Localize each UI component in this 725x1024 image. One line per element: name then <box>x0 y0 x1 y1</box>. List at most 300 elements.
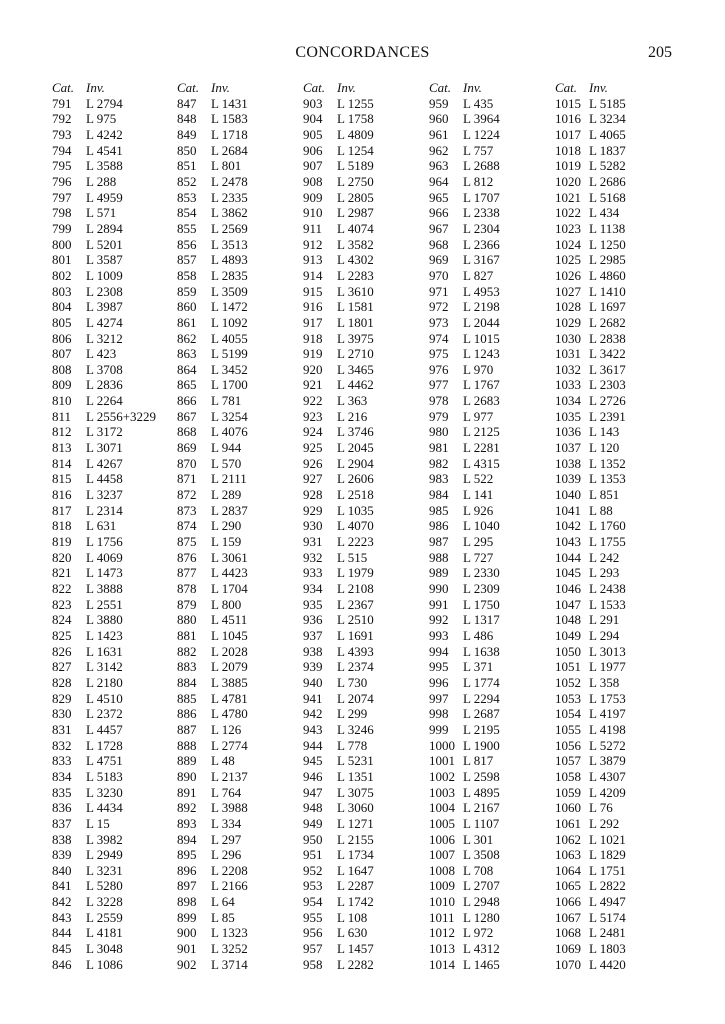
inv-number: L 1271 <box>337 815 374 831</box>
inv-number: L 289 <box>211 487 242 503</box>
cat-number: 846 <box>52 956 72 972</box>
cat-number: 837 <box>52 815 72 831</box>
table-row <box>555 158 680 174</box>
cat-number: 1019 <box>555 158 581 174</box>
table-row <box>555 127 680 143</box>
table-row <box>303 456 428 472</box>
inv-number: L 3061 <box>211 549 248 565</box>
cat-number: 945 <box>303 753 323 769</box>
inv-number: L 5185 <box>589 95 626 111</box>
cat-number: 793 <box>52 126 72 142</box>
inv-number: L 3013 <box>589 643 626 659</box>
inv-number: L 1751 <box>589 862 626 878</box>
cat-number: 950 <box>303 831 323 847</box>
table-row <box>52 769 177 785</box>
table-row <box>52 252 177 268</box>
cat-number: 798 <box>52 205 72 221</box>
inv-number: L 3172 <box>86 424 123 440</box>
cat-number: 804 <box>52 299 72 315</box>
cat-number: 994 <box>429 643 449 659</box>
table-row <box>52 534 177 550</box>
cat-number: 841 <box>52 878 72 894</box>
cat-number: 944 <box>303 737 323 753</box>
cat-number: 889 <box>177 753 197 769</box>
cat-number: 1021 <box>555 189 581 205</box>
cat-number: 1045 <box>555 565 581 581</box>
cat-number: 911 <box>303 220 323 236</box>
inv-number: L 2510 <box>337 612 374 628</box>
inv-number: L 2137 <box>211 768 248 784</box>
table-row <box>52 456 177 472</box>
table-row <box>303 941 428 957</box>
cat-number: 907 <box>303 158 323 174</box>
table-row <box>555 565 680 581</box>
cat-number: 982 <box>429 455 449 471</box>
inv-number: L 1707 <box>463 189 500 205</box>
inv-number: L 631 <box>86 518 117 534</box>
table-row <box>555 597 680 613</box>
inv-number: L 1977 <box>589 659 626 675</box>
inv-number: L 2335 <box>211 189 248 205</box>
cat-number: 807 <box>52 346 72 362</box>
inv-number: L 1647 <box>337 862 374 878</box>
table-row <box>429 816 554 832</box>
inv-number: L 4420 <box>589 956 626 972</box>
table-row <box>555 205 680 221</box>
table-row <box>52 612 177 628</box>
table-row <box>177 722 302 738</box>
inv-number: L 4541 <box>86 142 123 158</box>
inv-number: L 2367 <box>337 596 374 612</box>
inv-number: L 5174 <box>589 909 626 925</box>
table-row <box>555 487 680 503</box>
table-row <box>303 471 428 487</box>
cat-number: 887 <box>177 721 197 737</box>
inv-number: L 781 <box>211 393 242 409</box>
cat-number: 942 <box>303 706 323 722</box>
inv-number: L 2304 <box>463 220 500 236</box>
table-row <box>429 659 554 675</box>
cat-number: 922 <box>303 393 323 409</box>
inv-number: L 1280 <box>463 909 500 925</box>
inv-number: L 2710 <box>337 346 374 362</box>
inv-number: L 1092 <box>211 314 248 330</box>
table-row <box>303 659 428 675</box>
inv-number: L 64 <box>211 894 235 910</box>
table-row <box>303 597 428 613</box>
cat-number: 801 <box>52 252 72 268</box>
inv-number: L 2683 <box>463 393 500 409</box>
table-row <box>555 190 680 206</box>
inv-number: L 216 <box>337 408 368 424</box>
table-row <box>303 268 428 284</box>
cat-number: 876 <box>177 549 197 565</box>
inv-number: L 2794 <box>86 95 123 111</box>
table-row <box>429 769 554 785</box>
table-row <box>303 738 428 754</box>
inv-number: L 1583 <box>211 111 248 127</box>
inv-number: L 4302 <box>337 252 374 268</box>
inv-number: L 4751 <box>86 753 123 769</box>
table-row <box>429 252 554 268</box>
table-row <box>177 221 302 237</box>
table-row <box>52 847 177 863</box>
cat-number: 872 <box>177 487 197 503</box>
table-row <box>52 96 177 112</box>
table-row <box>177 957 302 973</box>
cat-number: 1054 <box>555 706 581 722</box>
table-row <box>177 268 302 284</box>
inv-number: L 727 <box>463 549 494 565</box>
inv-number: L 817 <box>463 753 494 769</box>
table-row <box>52 503 177 519</box>
table-row <box>303 847 428 863</box>
table-row <box>429 221 554 237</box>
table-row <box>52 706 177 722</box>
table-row <box>52 471 177 487</box>
cat-header: Cat. <box>52 80 75 95</box>
cat-number: 961 <box>429 126 449 142</box>
inv-number: L 1756 <box>86 534 123 550</box>
inv-header: Inv. <box>463 80 482 95</box>
table-row <box>52 158 177 174</box>
table-row <box>555 174 680 190</box>
table-row <box>429 127 554 143</box>
cat-number: 962 <box>429 142 449 158</box>
table-row <box>555 377 680 393</box>
inv-number: L 778 <box>337 737 368 753</box>
inv-number: L 2985 <box>589 252 626 268</box>
column-header <box>303 80 428 96</box>
cat-number: 881 <box>177 627 197 643</box>
cat-number: 824 <box>52 612 72 628</box>
cat-number: 974 <box>429 330 449 346</box>
cat-number: 948 <box>303 800 323 816</box>
cat-number: 822 <box>52 581 72 596</box>
table-row <box>52 111 177 127</box>
table-row <box>177 847 302 863</box>
table-row <box>177 252 302 268</box>
inv-number: L 522 <box>463 471 494 487</box>
cat-number: 956 <box>303 925 323 941</box>
cat-number: 818 <box>52 518 72 534</box>
inv-number: L 977 <box>463 408 494 424</box>
cat-number: 854 <box>177 205 197 221</box>
inv-number: L 3708 <box>86 361 123 377</box>
table-row <box>52 878 177 894</box>
table-row <box>303 675 428 691</box>
table-row <box>429 550 554 566</box>
inv-number: L 2837 <box>211 502 248 518</box>
inv-number: L 1021 <box>589 831 626 847</box>
inv-number: L 2108 <box>337 581 374 596</box>
inv-number: L 3075 <box>337 784 374 800</box>
cat-number: 1039 <box>555 471 581 487</box>
table-row <box>52 377 177 393</box>
cat-number: 965 <box>429 189 449 205</box>
table-row <box>303 800 428 816</box>
table-row <box>52 910 177 926</box>
table-row <box>429 675 554 691</box>
inv-number: L 4315 <box>463 455 500 471</box>
table-row <box>177 174 302 190</box>
cat-number: 947 <box>303 784 323 800</box>
inv-number: L 2686 <box>589 173 626 189</box>
table-row <box>303 691 428 707</box>
table-row <box>303 785 428 801</box>
cat-number: 865 <box>177 377 197 393</box>
cat-number: 901 <box>177 941 197 957</box>
concordance-column <box>555 80 680 972</box>
table-row <box>555 581 680 597</box>
table-row <box>177 816 302 832</box>
cat-number: 1035 <box>555 408 581 424</box>
table-row <box>429 878 554 894</box>
inv-number: L 76 <box>589 800 613 816</box>
inv-number: L 812 <box>463 173 494 189</box>
inv-number: L 2687 <box>463 706 500 722</box>
table-row <box>429 268 554 284</box>
cat-number: 966 <box>429 205 449 221</box>
cat-number: 1031 <box>555 346 581 362</box>
cat-number: 871 <box>177 471 197 487</box>
cat-number: 1034 <box>555 393 581 409</box>
inv-number: L 4393 <box>337 643 374 659</box>
table-row <box>303 503 428 519</box>
inv-number: L 1803 <box>589 941 626 957</box>
inv-number: L 1250 <box>589 236 626 252</box>
inv-number: L 3888 <box>86 581 123 596</box>
cat-number: 912 <box>303 236 323 252</box>
inv-number: L 48 <box>211 753 235 769</box>
cat-number: 964 <box>429 173 449 189</box>
cat-number: 1070 <box>555 956 581 972</box>
cat-number: 803 <box>52 283 72 299</box>
cat-header: Cat. <box>303 80 326 95</box>
table-row <box>52 143 177 159</box>
table-row <box>177 315 302 331</box>
cat-number: 894 <box>177 831 197 847</box>
cat-number: 989 <box>429 565 449 581</box>
inv-number: L 2294 <box>463 690 500 706</box>
cat-number: 836 <box>52 800 72 816</box>
inv-number: L 1760 <box>589 518 626 534</box>
table-row <box>303 581 428 597</box>
table-row <box>429 440 554 456</box>
cat-number: 906 <box>303 142 323 158</box>
cat-number: 800 <box>52 236 72 252</box>
cat-number: 875 <box>177 534 197 550</box>
cat-number: 921 <box>303 377 323 393</box>
table-row <box>177 612 302 628</box>
cat-number: 813 <box>52 440 72 456</box>
table-row <box>429 237 554 253</box>
table-row <box>52 691 177 707</box>
table-row <box>177 659 302 675</box>
cat-number: 795 <box>52 158 72 174</box>
inv-number: L 3975 <box>337 330 374 346</box>
cat-header: Cat. <box>177 80 200 95</box>
cat-number: 1063 <box>555 847 581 863</box>
inv-number: L 3071 <box>86 440 123 456</box>
table-row <box>52 832 177 848</box>
table-row <box>52 174 177 190</box>
table-row <box>555 957 680 973</box>
table-row <box>177 362 302 378</box>
table-row <box>177 565 302 581</box>
table-row <box>177 753 302 769</box>
cat-number: 983 <box>429 471 449 487</box>
table-row <box>429 456 554 472</box>
inv-number: L 1035 <box>337 502 374 518</box>
cat-number: 827 <box>52 659 72 675</box>
cat-number: 1027 <box>555 283 581 299</box>
inv-number: L 4434 <box>86 800 123 816</box>
table-row <box>429 487 554 503</box>
inv-number: L 2438 <box>589 581 626 596</box>
cat-number: 1041 <box>555 502 581 518</box>
cat-number: 1024 <box>555 236 581 252</box>
cat-number: 1057 <box>555 753 581 769</box>
inv-number: L 570 <box>211 455 242 471</box>
cat-number: 1032 <box>555 361 581 377</box>
inv-number: L 1697 <box>589 299 626 315</box>
table-row <box>177 628 302 644</box>
table-row <box>177 393 302 409</box>
inv-number: L 2374 <box>337 659 374 675</box>
inv-number: L 2314 <box>86 502 123 518</box>
cat-number: 870 <box>177 455 197 471</box>
table-row <box>52 738 177 754</box>
cat-number: 1020 <box>555 173 581 189</box>
table-row <box>52 675 177 691</box>
inv-number: L 141 <box>463 487 494 503</box>
cat-number: 864 <box>177 361 197 377</box>
inv-number: L 3610 <box>337 283 374 299</box>
cat-number: 940 <box>303 674 323 690</box>
cat-number: 925 <box>303 440 323 456</box>
cat-number: 916 <box>303 299 323 315</box>
inv-number: L 4055 <box>211 330 248 346</box>
table-row <box>177 346 302 362</box>
page-number: 205 <box>648 44 672 61</box>
cat-number: 794 <box>52 142 72 158</box>
inv-number: L 1638 <box>463 643 500 659</box>
inv-number: L 3230 <box>86 784 123 800</box>
table-row <box>52 863 177 879</box>
cat-number: 1013 <box>429 941 455 957</box>
cat-number: 1037 <box>555 440 581 456</box>
cat-number: 888 <box>177 737 197 753</box>
table-row <box>177 832 302 848</box>
cat-number: 991 <box>429 596 449 612</box>
table-row <box>429 299 554 315</box>
inv-number: L 3142 <box>86 659 123 675</box>
cat-number: 953 <box>303 878 323 894</box>
inv-number: L 299 <box>337 706 368 722</box>
cat-number: 792 <box>52 111 72 127</box>
table-row <box>555 315 680 331</box>
table-row <box>429 174 554 190</box>
table-row <box>303 644 428 660</box>
inv-number: L 1758 <box>337 111 374 127</box>
cat-number: 1011 <box>429 909 455 925</box>
cat-number: 979 <box>429 408 449 424</box>
inv-number: L 4953 <box>463 283 500 299</box>
inv-number: L 358 <box>589 674 620 690</box>
table-row <box>555 143 680 159</box>
cat-number: 1004 <box>429 800 455 816</box>
cat-number: 1052 <box>555 674 581 690</box>
cat-number: 825 <box>52 627 72 643</box>
inv-number: L 3252 <box>211 941 248 957</box>
table-row <box>303 722 428 738</box>
inv-number: L 3508 <box>463 847 500 863</box>
inv-number: L 3254 <box>211 408 248 424</box>
inv-number: L 296 <box>211 847 242 863</box>
inv-number: L 1457 <box>337 941 374 957</box>
inv-number: L 1774 <box>463 674 500 690</box>
cat-number: 1010 <box>429 894 455 910</box>
inv-number: L 126 <box>211 721 242 737</box>
inv-header: Inv. <box>589 80 608 95</box>
table-row <box>303 221 428 237</box>
inv-number: L 2750 <box>337 173 374 189</box>
inv-number: L 363 <box>337 393 368 409</box>
column-header <box>429 80 554 96</box>
table-row <box>52 409 177 425</box>
inv-number: L 2330 <box>463 565 500 581</box>
cat-number: 851 <box>177 158 197 174</box>
inv-number: L 1254 <box>337 142 374 158</box>
table-row <box>555 847 680 863</box>
inv-number: L 2835 <box>211 267 248 283</box>
inv-number: L 1700 <box>211 377 248 393</box>
cat-number: 997 <box>429 690 449 706</box>
cat-number: 902 <box>177 956 197 972</box>
cat-number: 885 <box>177 690 197 706</box>
inv-number: L 1410 <box>589 283 626 299</box>
cat-number: 874 <box>177 518 197 534</box>
table-row <box>555 910 680 926</box>
cat-number: 1068 <box>555 925 581 941</box>
cat-number: 863 <box>177 346 197 362</box>
inv-number: L 2948 <box>463 894 500 910</box>
inv-number: L 1423 <box>86 627 123 643</box>
cat-number: 815 <box>52 471 72 487</box>
table-row <box>303 957 428 973</box>
inv-number: L 1734 <box>337 847 374 863</box>
table-row <box>303 424 428 440</box>
table-row <box>303 237 428 253</box>
inv-number: L 3885 <box>211 674 248 690</box>
inv-number: L 757 <box>463 142 494 158</box>
table-row <box>52 393 177 409</box>
table-row <box>177 456 302 472</box>
inv-number: L 1581 <box>337 299 374 315</box>
table-row <box>429 597 554 613</box>
table-row <box>177 706 302 722</box>
cat-number: 834 <box>52 768 72 784</box>
cat-number: 809 <box>52 377 72 393</box>
cat-number: 968 <box>429 236 449 252</box>
inv-number: L 4780 <box>211 706 248 722</box>
inv-number: L 1352 <box>589 455 626 471</box>
table-row <box>303 315 428 331</box>
cat-number: 862 <box>177 330 197 346</box>
table-row <box>429 315 554 331</box>
cat-number: 985 <box>429 502 449 518</box>
